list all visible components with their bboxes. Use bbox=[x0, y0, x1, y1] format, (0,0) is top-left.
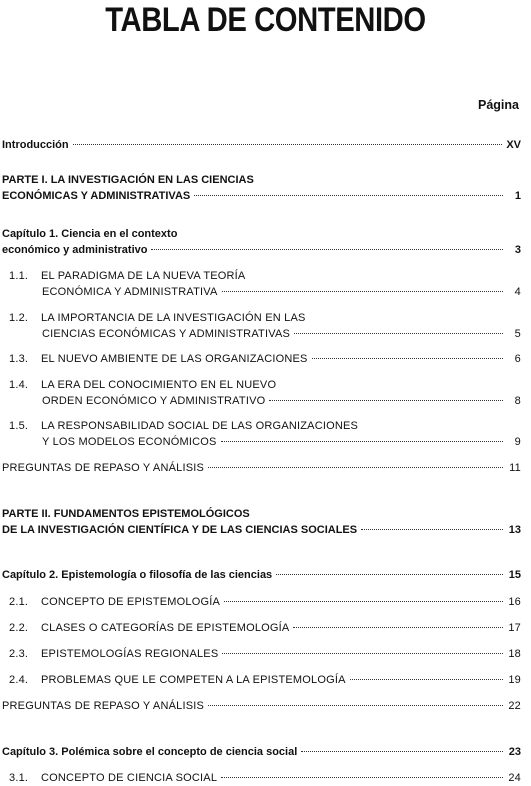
toc-entry-section-1-1[interactable] bbox=[9, 268, 521, 300]
entry-title: CONCEPTO DE CIENCIA SOCIAL bbox=[41, 772, 218, 784]
entry-title: PROBLEMAS QUE LE COMPETEN A LA EPISTEMOLOGÍA bbox=[41, 674, 346, 686]
toc-entry-section-1-4[interactable] bbox=[9, 377, 521, 409]
toc-entry-chapter-2[interactable] bbox=[2, 567, 521, 583]
entry-page: XV bbox=[506, 139, 521, 151]
dot-leader bbox=[208, 704, 503, 706]
dot-leader bbox=[224, 600, 503, 602]
dot-leader bbox=[222, 652, 503, 654]
dot-leader bbox=[208, 466, 503, 468]
toc-entry-section-2-1[interactable] bbox=[9, 594, 521, 610]
dot-leader bbox=[221, 440, 503, 442]
entry-title-line2: DE LA INVESTIGACIÓN CIENTÍFICA Y DE LAS CIENCIAS SOCIALES bbox=[2, 524, 358, 536]
entry-page: 19 bbox=[508, 674, 521, 686]
page-title: TABLA DE CONTENIDO bbox=[105, 1, 426, 39]
entry-title-line1: LA IMPORTANCIA DE LA INVESTIGACIÓN EN LAS bbox=[41, 312, 306, 324]
toc-entry-introduction[interactable] bbox=[2, 137, 521, 153]
entry-page: 4 bbox=[514, 286, 521, 298]
dot-leader bbox=[151, 248, 503, 250]
entry-page: 24 bbox=[508, 772, 521, 784]
dot-leader bbox=[361, 528, 503, 530]
entry-page: 17 bbox=[508, 622, 521, 634]
dot-leader bbox=[312, 357, 503, 359]
entry-title: CONCEPTO DE EPISTEMOLOGÍA bbox=[41, 596, 220, 608]
entry-title: EPISTEMOLOGÍAS REGIONALES bbox=[41, 648, 219, 660]
toc-entry-section-2-3[interactable] bbox=[9, 646, 521, 662]
section-number: 2.1. bbox=[9, 596, 29, 608]
entry-title-line1: PARTE I. LA INVESTIGACIÓN EN LAS CIENCIAS bbox=[2, 174, 254, 186]
dot-leader bbox=[301, 750, 503, 752]
entry-page: 15 bbox=[508, 569, 521, 581]
entry-title-line2: Y LOS MODELOS ECONÓMICOS bbox=[42, 436, 217, 448]
entry-title-line2: CIENCIAS ECONÓMICAS Y ADMINISTRATIVAS bbox=[42, 328, 291, 340]
dot-leader bbox=[221, 776, 503, 778]
toc-entry-review-questions-2[interactable] bbox=[2, 698, 521, 714]
toc-entry-section-2-2[interactable] bbox=[9, 620, 521, 636]
toc-entry-chapter-1[interactable] bbox=[2, 226, 521, 258]
toc-entry-section-1-2[interactable] bbox=[9, 310, 521, 342]
toc-entry-part-2[interactable] bbox=[2, 506, 521, 538]
toc-entry-review-questions-1[interactable] bbox=[2, 460, 521, 476]
section-number: 1.1. bbox=[9, 270, 29, 282]
toc-entry-section-1-5[interactable] bbox=[9, 418, 521, 450]
entry-title-line1: EL PARADIGMA DE LA NUEVA TEORÍA bbox=[41, 270, 246, 282]
dot-leader bbox=[194, 194, 503, 196]
entry-page: 8 bbox=[514, 395, 521, 407]
dot-leader bbox=[294, 332, 503, 334]
dot-leader bbox=[293, 626, 503, 628]
entry-page: 11 bbox=[509, 462, 521, 474]
entry-title: Capítulo 2. Epistemología o filosofía de las ciencias bbox=[2, 569, 273, 581]
entry-page: 9 bbox=[514, 436, 521, 448]
entry-page: 6 bbox=[514, 353, 521, 365]
entry-title-line1: Capítulo 1. Ciencia en el contexto bbox=[2, 228, 178, 240]
entry-page: 22 bbox=[508, 700, 521, 712]
entry-title-line2: económico y administrativo bbox=[2, 244, 148, 256]
page-column-header: Página bbox=[478, 98, 519, 112]
toc-entry-chapter-3[interactable] bbox=[2, 744, 521, 760]
dot-leader bbox=[276, 573, 503, 575]
entry-title-line2: ORDEN ECONÓMICO Y ADMINISTRATIVO bbox=[42, 395, 266, 407]
dot-leader bbox=[222, 290, 503, 292]
section-number: 1.3. bbox=[9, 353, 29, 365]
section-number: 1.4. bbox=[9, 379, 29, 391]
section-number: 2.2. bbox=[9, 622, 29, 634]
entry-title-line1: LA ERA DEL CONOCIMIENTO EN EL NUEVO bbox=[41, 379, 277, 391]
section-number: 1.2. bbox=[9, 312, 29, 324]
entry-page: 18 bbox=[508, 648, 521, 660]
entry-title: CLASES O CATEGORÍAS DE EPISTEMOLOGÍA bbox=[41, 622, 290, 634]
entry-page: 5 bbox=[514, 328, 521, 340]
entry-title: PREGUNTAS DE REPASO Y ANÁLISIS bbox=[2, 700, 205, 712]
entry-title: PREGUNTAS DE REPASO Y ANÁLISIS bbox=[2, 462, 205, 474]
section-number: 1.5. bbox=[9, 420, 29, 432]
entry-title-line2: ECONÓMICAS Y ADMINISTRATIVAS bbox=[2, 190, 191, 202]
entry-page: 13 bbox=[508, 524, 521, 536]
entry-title: Capítulo 3. Polémica sobre el concepto de ciencia social bbox=[2, 746, 298, 758]
section-number: 2.3. bbox=[9, 648, 29, 660]
toc-entry-section-2-4[interactable] bbox=[9, 672, 521, 688]
dot-leader bbox=[73, 143, 503, 145]
section-number: 3.1. bbox=[9, 772, 29, 784]
entry-title: Introducción bbox=[2, 139, 69, 151]
entry-page: 16 bbox=[508, 596, 521, 608]
section-number: 2.4. bbox=[9, 674, 29, 686]
entry-page: 3 bbox=[514, 244, 521, 256]
entry-title-line1: PARTE II. FUNDAMENTOS EPISTEMOLÓGICOS bbox=[2, 508, 250, 520]
toc-entry-section-1-3[interactable] bbox=[9, 351, 521, 367]
dot-leader bbox=[269, 399, 503, 401]
entry-page: 1 bbox=[514, 190, 521, 202]
entry-title-line1: LA RESPONSABILIDAD SOCIAL DE LAS ORGANIZACIONES bbox=[41, 420, 359, 432]
entry-title: EL NUEVO AMBIENTE DE LAS ORGANIZACIONES bbox=[41, 353, 308, 365]
toc-entry-section-3-1[interactable] bbox=[9, 770, 521, 786]
entry-page: 23 bbox=[508, 746, 521, 758]
toc-entry-part-1[interactable] bbox=[2, 172, 521, 204]
entry-title-line2: ECONÓMICA Y ADMINISTRATIVA bbox=[42, 286, 218, 298]
dot-leader bbox=[350, 678, 503, 680]
